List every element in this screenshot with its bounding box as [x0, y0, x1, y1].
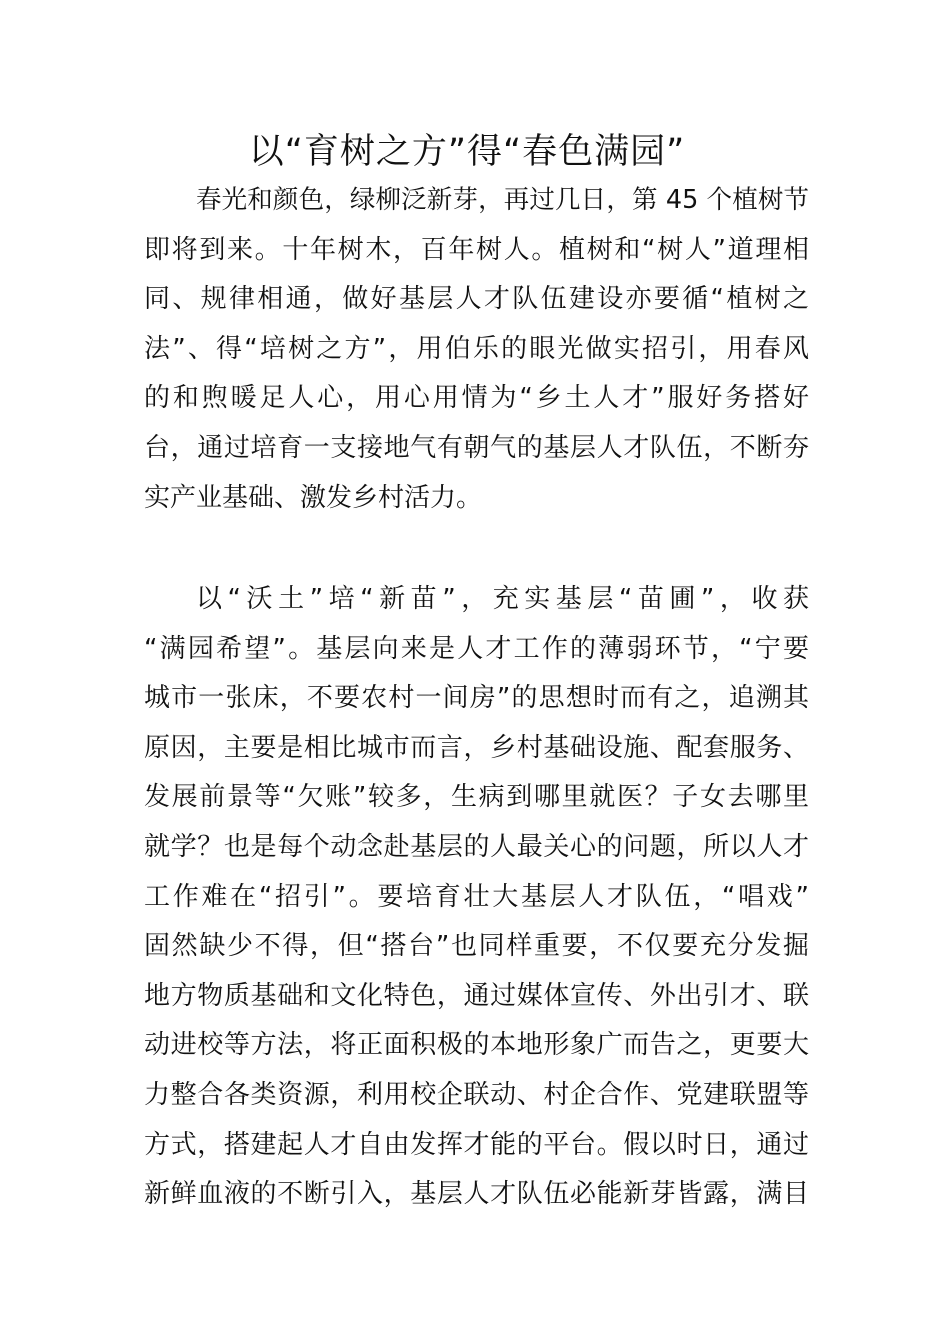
paragraph-line: 春光和颜色，绿柳泛新芽，再过几日，第 45 个植树节 — [196, 185, 809, 215]
paragraph-line: 同、规律相通，做好基层人才队伍建设亦要循“植树之 — [144, 284, 809, 315]
paragraph-line: 的和煦暖足人心，用心用情为“乡土人才”服好务搭好 — [144, 383, 809, 414]
paragraph-line: 新鲜血液的不断引入，基层人才队伍必能新芽皆露，满目 — [144, 1179, 809, 1210]
paragraph-2 — [144, 575, 809, 1220]
paragraph-line: 发展前景等“欠账”较多，生病到哪里就医？子女去哪里 — [144, 782, 809, 813]
paragraph-line: 力整合各类资源，利用校企联动、村企合作、党建联盟等 — [144, 1079, 809, 1110]
paragraph-line: 就学？也是每个动念赴基层的人最关心的问题，所以人才 — [144, 831, 809, 862]
document-title: 以“育树之方”得“春色满园” — [248, 132, 686, 172]
paragraph-line: 实产业基础、激发乡村活力。 — [144, 482, 483, 513]
paragraph-line: 地方物质基础和文化特色，通过媒体宣传、外出引才、联 — [144, 980, 809, 1011]
paragraph-line: 动进校等方法，将正面积极的本地形象广而告之，更要大 — [144, 1030, 809, 1061]
paragraph-line: 方式，搭建起人才自由发挥才能的平台。假以时日，通过 — [144, 1129, 809, 1160]
paragraph-line: 以“沃土”培“新苗”，充实基层“苗圃”，收获 — [196, 584, 809, 614]
paragraph-line: 原因，主要是相比城市而言，乡村基础设施、配套服务、 — [144, 732, 809, 763]
paragraph-line: 法”、得“培树之方”，用伯乐的眼光做实招引，用春风 — [144, 333, 809, 364]
paragraph-line: “满园希望”。基层向来是人才工作的薄弱环节，“宁要 — [144, 633, 809, 664]
paragraph-line: 固然缺少不得，但“搭台”也同样重要，不仅要充分发掘 — [144, 931, 809, 962]
paragraph-line: 工作难在“招引”。要培育壮大基层人才队伍，“唱戏” — [144, 881, 809, 912]
paragraph-line: 即将到来。十年树木，百年树人。植树和“树人”道理相 — [144, 234, 809, 265]
paragraph-line: 城市一张床，不要农村一间房”的思想时而有之，追溯其 — [144, 683, 809, 714]
paragraph-1 — [144, 176, 809, 523]
paragraph-line: 台，通过培育一支接地气有朝气的基层人才队伍，不断夯 — [144, 432, 809, 463]
